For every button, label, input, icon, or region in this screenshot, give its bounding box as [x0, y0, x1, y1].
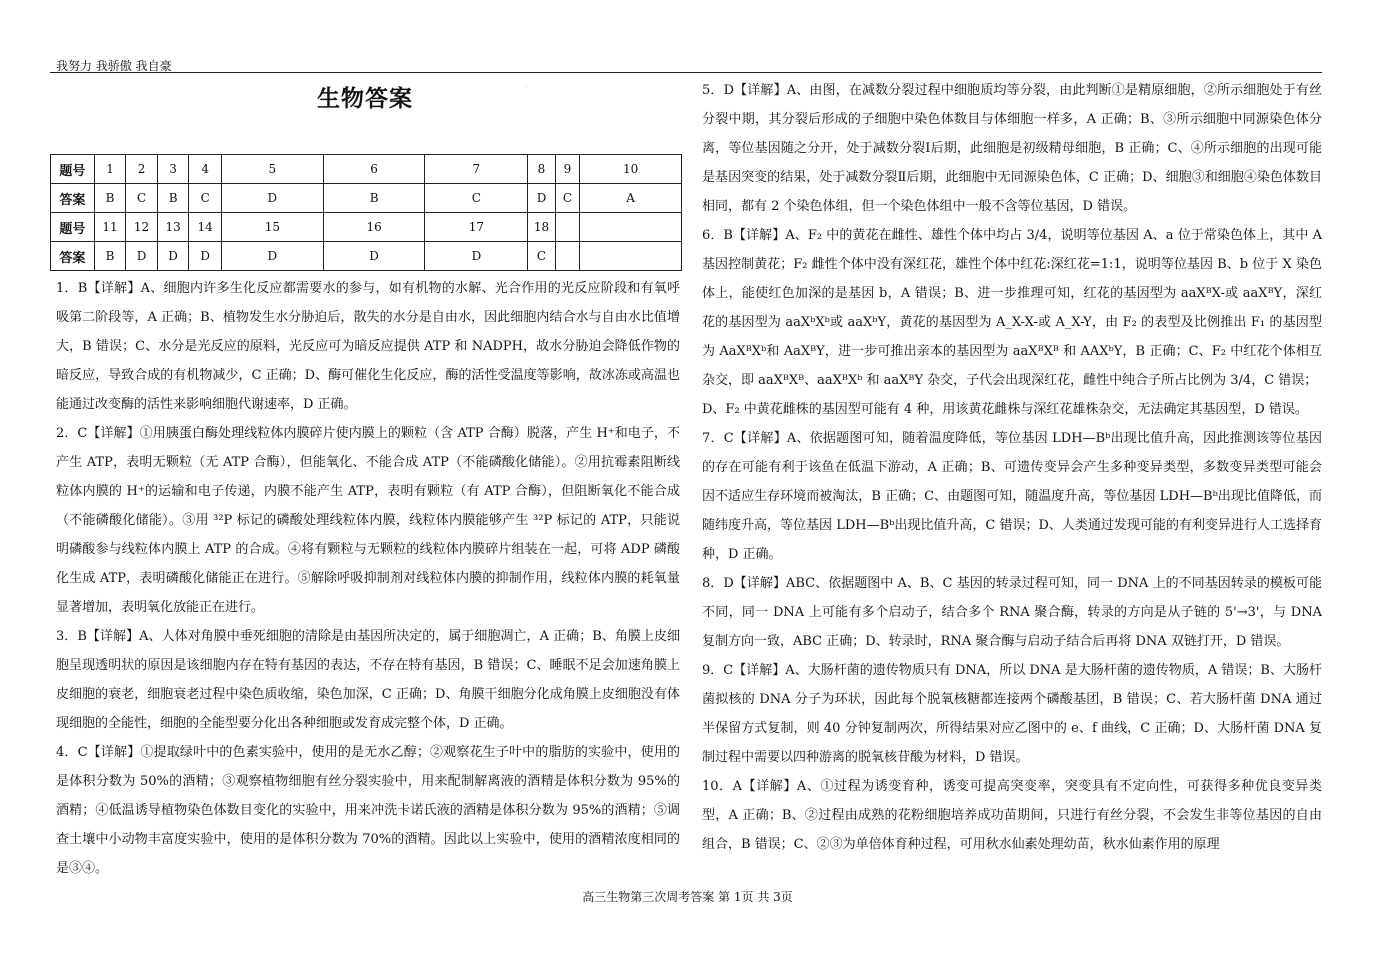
table-row — [51, 213, 682, 242]
left-column — [56, 274, 680, 883]
stray-dot: · — [525, 84, 527, 91]
answer-explanation-9: 9．C【详解】A、大肠杆菌的遗传物质只有 DNA，所以 DNA 是大肠杆菌的遗传物质，A 错误；B、大肠杆菌拟核的 DNA 分子为环状，因此每个脱氧核糖都连接两个磷酸基团，B 错误；C、若大肠杆菌 DNA 通过半保留方式复制，则 40 分钟复制两次，所得结果对应乙图中的 e、f 曲线，C 正确；D、大肠杆菌 DNA 复制过程中需要以四种游离的脱氧核苷酸为材料，D 错误。 — [702, 663, 1322, 765]
table-cell: D — [157, 242, 189, 271]
table-cell — [555, 213, 579, 242]
table-cell — [555, 242, 579, 271]
table-cell: D — [189, 242, 222, 271]
answer-explanation-7: 7．C【详解】A、依据题图可知，随着温度降低，等位基因 LDH—Bᵇ出现比值升高，因此推测该等位基因的存在可能有利于该鱼在低温下游动，A 正确；B、可遗传变异会产生多种变异类型，多数变异类型可能会因不适应生存环境而被淘汰，B 正确；C、由题图可知，随温度升高，等位基因 LDH—Bᵇ出现比值降低，而随纬度升高，等位基因 LDH—Bᵇ出现比值升高，C 错误；D、人类通过发现可能的有利变异进行人工选择育种，D 正确。 — [702, 431, 1322, 562]
table-label: 题号 — [51, 155, 95, 184]
answer-explanation-6-d: D、F₂ 中黄花雌株的基因型可能有 4 种，用该黄花雌株与深红花雄株杂交，无法确定其基因型，D 错误。 — [702, 402, 1308, 417]
table-cell: 3 — [157, 155, 189, 184]
table-row — [51, 184, 682, 213]
table-cell: C — [189, 184, 222, 213]
table-cell: B — [94, 242, 126, 271]
page-footer: 高三生物第三次周考答案 第 1页 共 3页 — [582, 890, 793, 904]
answer-explanation-3: 3．B【详解】A、人体对角膜中垂死细胞的清除是由基因所决定的，属于细胞凋亡，A 正确；B、角膜上皮细胞呈现透明状的原因是该细胞内存在特有基因的表达，不存在特有基因，B 错误；C、睡眠不足会加速角膜上皮细胞的衰老，细胞衰老过程中染色质收缩，染色加深，C 正确；D、角膜干细胞分化成角膜上皮细胞没有体现细胞的全能性，细胞的全能型要分化出各种细胞或发育成完整个体，D 正确。 — [56, 629, 680, 731]
right-column — [702, 76, 1322, 859]
table-row — [51, 155, 682, 184]
table-cell: 12 — [126, 213, 158, 242]
table-row — [51, 242, 682, 271]
table-cell: 7 — [425, 155, 528, 184]
table-cell: 15 — [221, 213, 323, 242]
answer-explanation-6: 6．B【详解】A、F₂ 中的黄花在雌性、雄性个体中均占 3/4，说明等位基因 A、a 位于常染色体上，其中 A 基因控制黄花；F₂ 雌性个体中没有深红花，雄性个体中红花:深红花=1:1，说明等位基因 B、b 位于 X 染色体上，能使红色加深的是基因 b，A 错误；B、进一步推理可知，红花的基因型为 aaXᴮX-或 aaXᴮY，深红花的基因型为 aaXᵇXᵇ或 aaXᵇY，黄花的基因型为 A_X-X-或 A_X-Y，由 F₂ 的表型及比例推出 F₁ 的基因型为 AaXᴮXᵇ和 AaXᴮY，进一步可推出亲本的基因型为 aaXᴮXᴮ 和 AAXᵇY，B 正确；C、F₂ 中红花个体相互杂交，即 aaXᴮXᴮ、aaXᴮXᵇ 和 aaXᴮY 杂交，子代会出现深红花，雌性中纯合子所占比例为 3/4，C 错误； — [702, 228, 1322, 388]
answer-explanation-5: 5．D【详解】A、由图，在减数分裂过程中细胞质均等分裂，由此判断①是精原细胞，②所示细胞处于有丝分裂中期，其分裂后形成的子细胞中染色体数目与体细胞一样多，A 正确；B、③所示细胞中同源染色体分离，等位基因随之分开，处于减数分裂Ⅰ后期，此细胞是初级精母细胞，B 正确；C、④所示细胞的出现可能是基因突变的结果，处于减数分裂Ⅱ后期，此细胞中无同源染色体，C 正确；D、细胞③和细胞④染色体数目相同，都有 2 个染色体组，但一个染色体组中一般不含等位基因，D 错误。 — [702, 83, 1322, 214]
answer-explanation-10: 10．A【详解】A、①过程为诱变育种，诱变可提高突变率，突变具有不定向性，可获得多种优良变异类型，A 正确；B、②过程由成熟的花粉细胞培养成功苗期间，只进行有丝分裂，不会发生非等位基因的自由组合，B 错误；C、②③为单倍体育种过程，可用秋水仙素处理幼苗，秋水仙素作用的原理 — [702, 779, 1322, 852]
table-cell: 17 — [425, 213, 528, 242]
table-cell: C — [555, 184, 579, 213]
table-cell: B — [157, 184, 189, 213]
table-cell: D — [126, 242, 158, 271]
table-cell: 10 — [580, 155, 682, 184]
table-cell: 2 — [126, 155, 158, 184]
header-motto: 我努力 我骄傲 我自豪 — [56, 59, 172, 73]
table-cell: D — [323, 242, 425, 271]
table-cell: 16 — [323, 213, 425, 242]
table-cell: C — [528, 242, 555, 271]
table-cell: A — [580, 184, 682, 213]
table-cell: D — [528, 184, 555, 213]
table-label: 题号 — [51, 213, 95, 242]
table-cell: 9 — [555, 155, 579, 184]
table-cell: 5 — [221, 155, 323, 184]
table-cell: D — [425, 242, 528, 271]
table-cell: 8 — [528, 155, 555, 184]
table-cell — [580, 213, 682, 242]
document-title: 生物答案 — [317, 86, 413, 112]
answer-explanation-2: 2．C【详解】①用胰蛋白酶处理线粒体内膜碎片使内膜上的颗粒（含 ATP 合酶）脱落，产生 H⁺和电子，不产生 ATP，表明无颗粒（无 ATP 合酶），但能氧化、不能合成 ATP（不能磷酸化储能）。②用抗霉素阻断线粒体内膜的 H⁺的运输和电子传递，内膜不能产生 ATP，表明有颗粒（有 ATP 合酶），但阻断氧化不能合成（不能磷酸化储能）。③用 ³²P 标记的磷酸处理线粒体内膜，线粒体内膜能够产生 ³²P 标记的 ATP，只能说明磷酸参与线粒体内膜上 ATP 的合成。④将有颗粒与无颗粒的线粒体内膜碎片组装在一起，可将 ADP 磷酸化生成 ATP，表明磷酸化储能正在进行。⑤解除呼吸抑制剂对线粒体内膜的抑制作用，线粒体内膜的耗氧量显著增加，表明氧化放能正在进行。 — [56, 426, 680, 615]
table-cell: 13 — [157, 213, 189, 242]
table-label: 答案 — [51, 242, 95, 271]
table-cell: 18 — [528, 213, 555, 242]
answer-table — [50, 154, 682, 271]
header-rule — [50, 72, 1322, 73]
table-cell: B — [323, 184, 425, 213]
table-cell: C — [126, 184, 158, 213]
table-cell: 14 — [189, 213, 222, 242]
table-cell: D — [221, 242, 323, 271]
table-cell — [580, 242, 682, 271]
answer-explanation-1: 1．B【详解】A、细胞内许多生化反应都需要水的参与，如有机物的水解、光合作用的光反应阶段和有氧呼吸第二阶段等，A 正确；B、植物发生水分胁迫后，散失的水分是自由水，因此细胞内结合水与自由水比值增大，B 错误；C、水分是光反应的原料，光反应可为暗反应提供 ATP 和 NADPH，故水分胁迫会降低作物的暗反应，导致合成的有机物减少，C 正确；D、酶可催化生化反应，酶的活性受温度等影响，故冰冻或高温也能通过改变酶的活性来影响细胞代谢速率，D 正确。 — [56, 281, 680, 412]
table-label: 答案 — [51, 184, 95, 213]
table-cell: 11 — [94, 213, 126, 242]
table-cell: D — [221, 184, 323, 213]
table-cell: B — [94, 184, 126, 213]
table-cell: 6 — [323, 155, 425, 184]
answer-explanation-8: 8．D【详解】ABC、依据题图中 A、B、C 基因的转录过程可知，同一 DNA 上的不同基因转录的模板可能不同，同一 DNA 上可能有多个启动子，结合多个 RNA 聚合酶，转录的方向是从子链的 5'→3'，与 DNA 复制方向一致，ABC 正确；D、转录时，RNA 聚合酶与启动子结合后再将 DNA 双链打开，D 错误。 — [702, 576, 1322, 649]
answer-explanation-4: 4．C【详解】①提取绿叶中的色素实验中，使用的是无水乙醇；②观察花生子叶中的脂肪的实验中，使用的是体积分数为 50%的酒精；③观察植物细胞有丝分裂实验中，用来配制解离液的酒精是体积分数为 95%的酒精；④低温诱导植物染色体数目变化的实验中，用来冲洗卡诺氏液的酒精是体积分数为 95%的酒精；⑤调查土壤中小动物丰富度实验中，使用的是体积分数为 70%的酒精。因此以上实验中，使用的酒精浓度相同的是③④。 — [56, 745, 680, 876]
table-cell: 1 — [94, 155, 126, 184]
table-cell: 4 — [189, 155, 222, 184]
table-cell: C — [425, 184, 528, 213]
